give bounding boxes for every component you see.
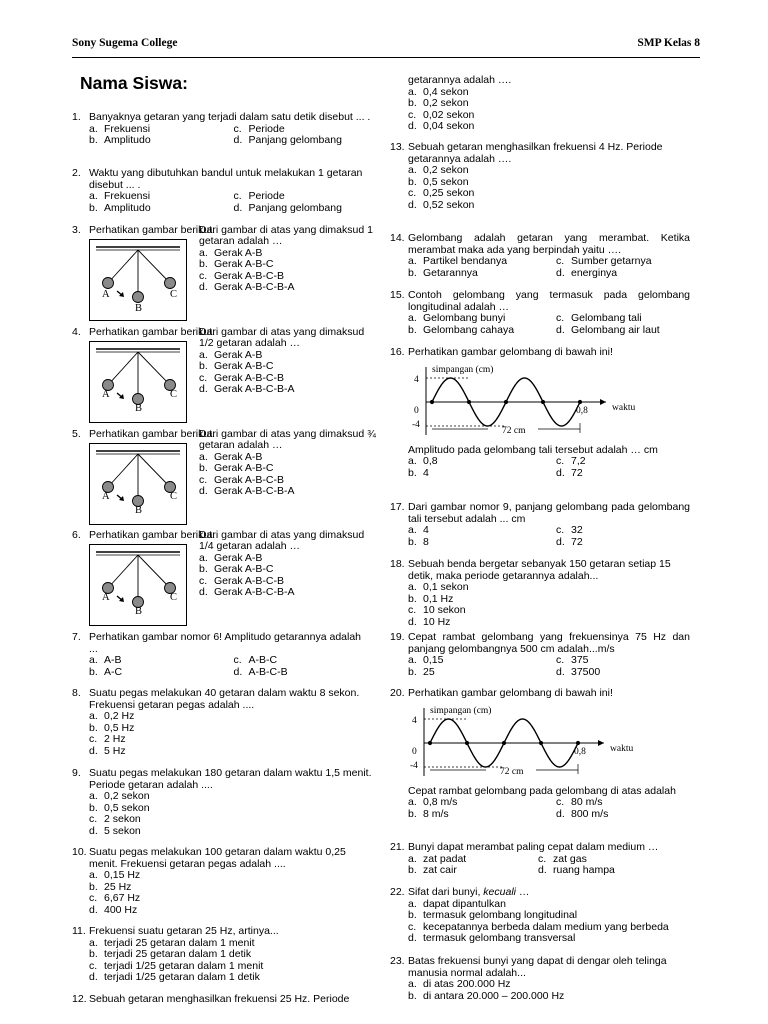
pendulum-figure bbox=[89, 544, 187, 626]
question-23: 23. Batas frekuensi bunyi yang dapat di dengar oleh telinga manusia normal adalah... a. di atas 200.000 Hz b. di antara 20.000 – 200.000 Hz bbox=[390, 955, 667, 1002]
pendulum-figure bbox=[89, 239, 187, 321]
question-5: 5. Perhatikan gambar berikut: A B C Dari gambar di atas yang dimaksud ¾ getaran adalah … a. Gerak A-B b. Gerak A-B-C c. Gerak A-B-C-B d. Gerak A-B-C-B-A bbox=[72, 429, 372, 531]
x-axis-label: waktu bbox=[612, 402, 636, 413]
header-school-name: Sony Sugema College bbox=[72, 37, 178, 49]
question-21: 21. Bunyi dapat merambat paling cepat dalam medium … a. zat padat c. zat gas b. zat cair d. ruang hampa bbox=[390, 841, 659, 876]
header-divider bbox=[72, 57, 700, 58]
pendulum-figure bbox=[89, 341, 187, 423]
origin-label: 0 bbox=[414, 405, 419, 416]
origin-label: 0 bbox=[412, 746, 417, 757]
time-mark-label: 0,8 bbox=[576, 405, 588, 416]
question-20: 20. Perhatikan gambar gelombang di bawah ini! simpangan (cm) 4 -4 0 0,8 waktu 72 cm Cepat rambat gelombang pada gelombang di atas adalah a. 0,8 m/s c. 80 m/s b. 8 m/s d. 800 m/s bbox=[390, 687, 676, 820]
point-c-label: C bbox=[170, 591, 178, 603]
question-22: 22. Sifat dari bunyi, kecuali … a. dapat dipantulkan b. termasuk gelombang longitudinal c. kecepatannya berbeda dalam medium yang berbeda d. termasuk gelombang transversal bbox=[390, 886, 669, 944]
point-b-label: B bbox=[135, 302, 143, 314]
question-text: Dari gambar di atas yang dimaksud 1/2 getaran adalah … bbox=[199, 325, 365, 349]
y-negative-label: -4 bbox=[412, 419, 420, 430]
question-text: Dari gambar di atas yang dimaksud 1 getaran adalah … bbox=[199, 223, 373, 247]
point-b-label: B bbox=[135, 402, 143, 414]
question-text: Dari gambar di atas yang dimaksud ¾ getaran adalah … bbox=[199, 427, 376, 451]
point-a-label: A bbox=[102, 388, 110, 400]
question-12: 12. Sebuah getaran menghasilkan frekuensi 25 Hz. Periode bbox=[72, 993, 350, 1005]
time-mark-label: 0,8 bbox=[574, 746, 586, 757]
question-10: 10. Suatu pegas melakukan 100 getaran dalam waktu 0,25 menit. Frekuensi getaran pegas adalah .... a. 0,15 Hz b. 25 Hz c. 6,67 Hz d. 400 Hz bbox=[72, 846, 346, 916]
question-16: 16. Perhatikan gambar gelombang di bawah ini! simpangan (cm) 4 -4 0 0,8 waktu 72 cm Amplitudo pada gelombang tali tersebut adalah … cm a. 0,8 c. 7,2 b. 4 d. 72 bbox=[390, 346, 658, 479]
question-2: 2. Waktu yang dibutuhkan bandul untuk melakukan 1 getaran disebut ... . a. Frekuensi c. Periode b. Amplitudo d. Panjang gelombang bbox=[72, 167, 363, 214]
point-c-label: C bbox=[170, 490, 178, 502]
wave-graph bbox=[410, 363, 636, 439]
point-c-label: C bbox=[170, 388, 178, 400]
question-9: 9. Suatu pegas melakukan 180 getaran dalam waktu 1,5 menit. Periode getaran adalah .... a. 0,2 sekon b. 0,5 sekon c. 2 sekon d. 5 sekon bbox=[72, 767, 372, 837]
y-positive-label: 4 bbox=[412, 715, 417, 726]
question-13: 13. Sebuah getaran menghasilkan frekuensi 4 Hz. Periode getarannya adalah …. a. 0,2 sekon b. 0,5 sekon c. 0,25 sekon d. 0,52 sekon bbox=[390, 141, 663, 211]
question-1: 1. Banyaknya getaran yang terjadi dalam satu detik disebut ... . a. Frekuensi c. Periode b. Amplitudo d. Panjang gelombang bbox=[72, 111, 371, 146]
point-a-label: A bbox=[102, 490, 110, 502]
point-a-label: A bbox=[102, 288, 110, 300]
question-3: 3. Perhatikan gambar berikut: A B C Dari gambar di atas yang dimaksud 1 getaran adalah … a. Gerak A-B b. Gerak A-B-C c. Gerak A-B-C-B d. Gerak A-B-C-B-A bbox=[72, 225, 372, 327]
y-positive-label: 4 bbox=[414, 374, 419, 385]
point-b-label: B bbox=[135, 605, 143, 617]
header-class-label: SMP Kelas 8 bbox=[637, 37, 700, 49]
question-12-continued: getarannya adalah …. a. 0,4 sekon b. 0,2 sekon c. 0,02 sekon d. 0,04 sekon bbox=[408, 74, 512, 132]
y-axis-label: simpangan (cm) bbox=[432, 364, 494, 375]
question-11: 11. Frekuensi suatu getaran 25 Hz, artinya... a. terjadi 25 getaran dalam 1 menit b. terjadi 25 getaran dalam 1 detik c. terjadi 1/25 getaran dalam 1 menit d. terjadi 1/25 getaran dalam 1 detik bbox=[72, 925, 279, 983]
wave-graph bbox=[408, 704, 634, 780]
question-15: 15. Contoh gelombang yang termasuk pada gelombang longitudinal adalah … a. Gelombang bunyi c. Gelombang tali b. Gelombang cahaya d. Gelombang air laut bbox=[390, 289, 690, 336]
question-7: 7. Perhatikan gambar nomor 6! Amplitudo getarannya adalah ... a. A-B c. A-B-C b. A-C d. A-B-C-B bbox=[72, 631, 362, 678]
point-b-label: B bbox=[135, 504, 143, 516]
x-axis-label: waktu bbox=[610, 743, 634, 754]
question-8: 8. Suatu pegas melakukan 40 getaran dalam waktu 8 sekon. Frekuensi getaran pegas adalah .... a. 0,2 Hz b. 0,5 Hz c. 2 Hz d. 5 Hz bbox=[72, 687, 360, 757]
question-17: 17. Dari gambar nomor 9, panjang gelombang pada gelombang tali tersebut adalah ... cm a. 4 c. 32 b. 8 d. 72 bbox=[390, 501, 690, 548]
wavelength-label: 72 cm bbox=[500, 766, 524, 777]
question-14: 14. Gelombang adalah getaran yang merambat. Ketika merambat maka ada yang berpindah yaitu …. a. Partikel bendanya c. Sumber getarnya b. Getarannya d. energinya bbox=[390, 232, 690, 279]
y-negative-label: -4 bbox=[410, 760, 418, 771]
question-6: 6. Perhatikan gambar berikut: A B C Dari gambar di atas yang dimaksud 1/4 getaran adalah … a. Gerak A-B b. Gerak A-B-C c. Gerak A-B-C-B d. Gerak A-B-C-B-A bbox=[72, 530, 372, 632]
question-text: Dari gambar di atas yang dimaksud 1/4 getaran adalah … bbox=[199, 528, 365, 552]
question-4: 4. Perhatikan gambar berikut: A B C Dari gambar di atas yang dimaksud 1/2 getaran adalah … a. Gerak A-B b. Gerak A-B-C c. Gerak A-B-C-B d. Gerak A-B-C-B-A bbox=[72, 327, 372, 429]
question-19: 19. Cepat rambat gelombang yang frekuensinya 75 Hz dan panjang gelombangnya 500 cm adalah...m/s a. 0,15 c. 375 b. 25 d. 37500 bbox=[390, 631, 690, 678]
student-name-label: Nama Siswa: bbox=[80, 73, 188, 93]
pendulum-figure bbox=[89, 443, 187, 525]
question-18: 18. Sebuah benda bergetar sebanyak 150 getaran setiap 15 detik, maka periode getarannya adalah... a. 0,1 sekon b. 0,1 Hz c. 10 sekon d. 10 Hz bbox=[390, 558, 671, 628]
point-a-label: A bbox=[102, 591, 110, 603]
wavelength-label: 72 cm bbox=[502, 425, 526, 436]
point-c-label: C bbox=[170, 288, 178, 300]
y-axis-label: simpangan (cm) bbox=[430, 705, 492, 716]
